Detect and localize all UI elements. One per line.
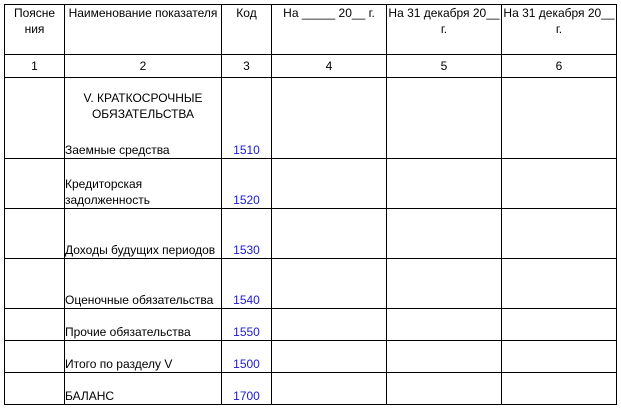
column-number: 2 (65, 55, 222, 78)
indicator-name: Оценочные обязательства (65, 259, 222, 309)
header-code: Код (222, 5, 272, 55)
column-number: 5 (387, 55, 502, 78)
explanation-cell (5, 78, 65, 159)
value-cell[interactable] (272, 78, 387, 159)
table-row (5, 309, 617, 341)
value-cell[interactable] (272, 341, 387, 373)
value-cell[interactable] (502, 209, 617, 259)
value-cell[interactable] (502, 309, 617, 341)
column-number: 3 (222, 55, 272, 78)
value-cell[interactable] (387, 373, 502, 405)
explanation-cell (5, 259, 65, 309)
indicator-code: 1520 (233, 193, 260, 207)
table-row (5, 78, 617, 159)
code-cell (222, 209, 272, 259)
indicator-name: Прочие обязательства (65, 309, 222, 341)
indicator-name: БАЛАНС (65, 373, 222, 405)
header-date-current: На _____ 20__ г. (272, 5, 387, 55)
value-cell[interactable] (272, 209, 387, 259)
indicator-code: 1700 (233, 389, 260, 403)
value-cell[interactable] (387, 309, 502, 341)
value-cell[interactable] (502, 159, 617, 209)
value-cell[interactable] (502, 78, 617, 159)
explanation-cell (5, 159, 65, 209)
indicator-code: 1540 (233, 293, 260, 307)
value-cell[interactable] (387, 78, 502, 159)
value-cell[interactable] (387, 159, 502, 209)
header-explanations: Поясне ния (5, 5, 65, 55)
value-cell[interactable] (272, 309, 387, 341)
column-number: 4 (272, 55, 387, 78)
table-row (5, 259, 617, 309)
column-number: 1 (5, 55, 65, 78)
indicator-code: 1550 (233, 325, 260, 339)
code-cell (222, 341, 272, 373)
indicator-code: 1530 (233, 243, 260, 257)
code-cell (222, 373, 272, 405)
value-cell[interactable] (272, 373, 387, 405)
value-cell[interactable] (387, 209, 502, 259)
explanation-cell (5, 209, 65, 259)
code-cell (222, 309, 272, 341)
header-row (5, 5, 617, 55)
code-cell (222, 78, 272, 159)
column-number: 6 (502, 55, 617, 78)
indicator-name: Заемные средства (65, 143, 170, 157)
explanation-cell (5, 309, 65, 341)
explanation-cell (5, 341, 65, 373)
code-cell (222, 259, 272, 309)
code-cell (222, 159, 272, 209)
indicator-name: Итого по разделу V (65, 341, 222, 373)
value-cell[interactable] (387, 341, 502, 373)
table-row (5, 209, 617, 259)
balance-sheet-table (4, 4, 617, 405)
indicator-name-cell (65, 78, 222, 159)
table-row (5, 341, 617, 373)
table-row (5, 159, 617, 209)
indicator-code: 1500 (233, 357, 260, 371)
column-number-row (5, 55, 617, 78)
value-cell[interactable] (387, 259, 502, 309)
section-title: V. КРАТКОСРОЧНЫЕ ОБЯЗАТЕЛЬСТВА (83, 91, 203, 121)
header-indicator-name: Наименование показателя (65, 5, 222, 55)
header-date-previous: На 31 декабря 20__ г. (387, 5, 502, 55)
table-row (5, 373, 617, 405)
indicator-name: Кредиторская задолженность (65, 159, 222, 209)
value-cell[interactable] (502, 373, 617, 405)
indicator-code: 1510 (233, 143, 260, 157)
value-cell[interactable] (502, 341, 617, 373)
indicator-name: Доходы будущих периодов (65, 209, 222, 259)
value-cell[interactable] (502, 259, 617, 309)
value-cell[interactable] (272, 259, 387, 309)
header-date-before-previous: На 31 декабря 20__ г. (502, 5, 617, 55)
value-cell[interactable] (272, 159, 387, 209)
explanation-cell (5, 373, 65, 405)
